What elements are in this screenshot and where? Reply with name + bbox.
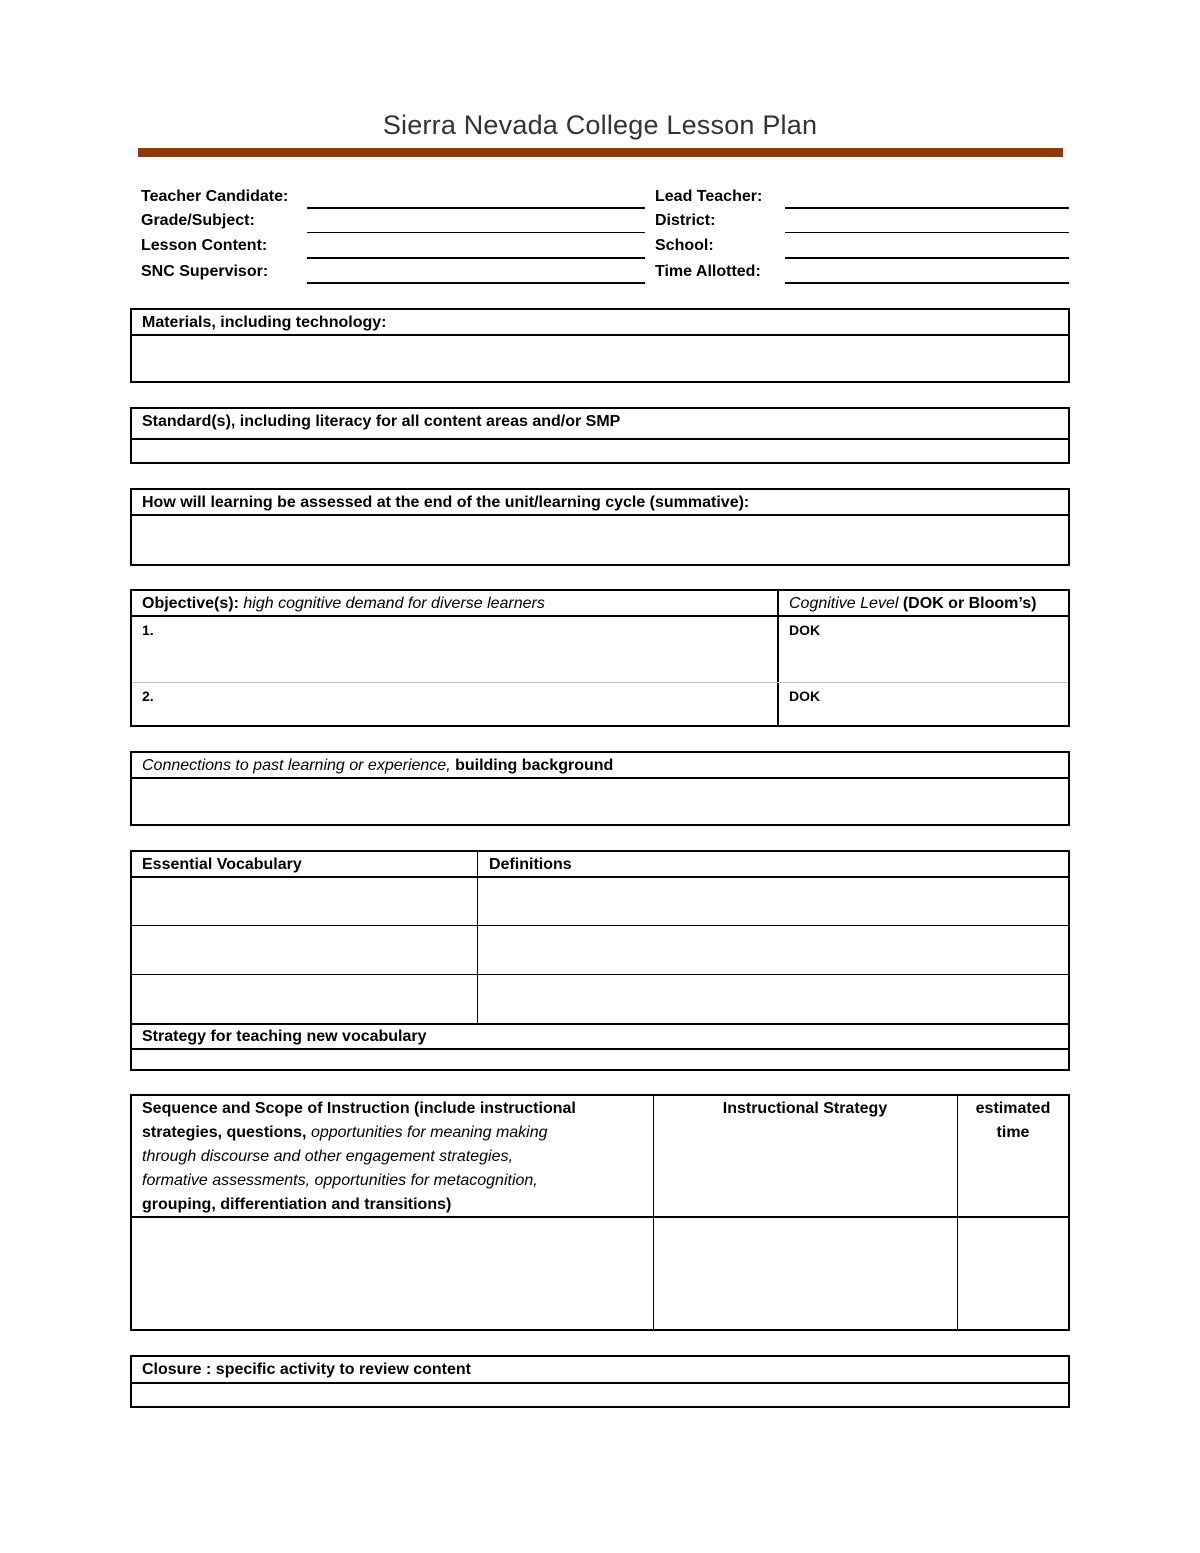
vocab-definition-input[interactable] <box>479 878 1068 924</box>
vocab-term-input[interactable] <box>132 927 476 973</box>
lead-teacher-label: Lead Teacher: <box>655 188 763 205</box>
row-divider <box>132 925 1068 926</box>
connections-label: Connections to past learning or experience, <box>142 757 451 774</box>
vocab-strategy-input[interactable] <box>132 1050 1068 1069</box>
vocab-term-input[interactable] <box>132 976 476 1022</box>
grade-subject-label: Grade/Subject: <box>141 212 255 229</box>
sequence-line-4: formative assessments, opportunities for metacognition, <box>142 1172 538 1189</box>
lesson-content-label: Lesson Content: <box>141 237 268 254</box>
time-allotted-label: Time Allotted: <box>655 263 761 280</box>
district-field[interactable] <box>785 232 1069 233</box>
assessment-section <box>130 488 1070 566</box>
assessment-label: How will learning be assessed at the end of the unit/learning cycle (summative): <box>142 494 750 511</box>
objectives-section <box>130 589 1070 727</box>
sequence-line-2-bold: strategies, questions, <box>142 1124 307 1141</box>
sequence-line-3: through discourse and other engagement strategies, <box>142 1148 513 1165</box>
sequence-line-1: Sequence and Scope of Instruction (include instructional <box>142 1100 576 1117</box>
district-label: District: <box>655 212 716 229</box>
cognitive-level-sublabel: (DOK or Bloom’s) <box>898 595 1037 612</box>
lesson-content-field[interactable] <box>307 257 645 259</box>
school-label: School: <box>655 237 714 254</box>
materials-section <box>130 308 1070 383</box>
closure-input[interactable] <box>132 1384 1068 1406</box>
cognitive-level-header <box>789 592 1036 616</box>
sequence-line-5 <box>142 1193 451 1217</box>
school-field[interactable] <box>785 257 1069 259</box>
estimated-time-header-2: time <box>996 1124 1030 1141</box>
title-divider <box>138 148 1063 157</box>
assessment-input[interactable] <box>132 516 1068 564</box>
connections-header <box>142 754 613 778</box>
instructional-strategy-input[interactable] <box>655 1218 956 1329</box>
column-divider <box>777 591 779 725</box>
objectives-label: Objective(s): <box>142 595 239 612</box>
objective-2-input[interactable] <box>162 684 772 724</box>
standards-input[interactable] <box>132 440 1068 462</box>
snc-supervisor-field[interactable] <box>307 282 645 284</box>
definitions-col-header: Definitions <box>489 856 572 873</box>
sequence-input[interactable] <box>132 1218 652 1329</box>
standards-section <box>130 407 1070 464</box>
teacher-candidate-field[interactable] <box>307 207 645 209</box>
objective-1-number: 1. <box>142 622 154 638</box>
page-title: Sierra Nevada College Lesson Plan <box>382 110 818 140</box>
connections-sublabel: building background <box>450 757 614 774</box>
connections-section <box>130 751 1070 826</box>
objective-2-dok: DOK <box>789 688 821 704</box>
instructional-strategy-header: Instructional Strategy <box>722 1100 888 1117</box>
teacher-candidate-label: Teacher Candidate: <box>141 188 289 205</box>
vocab-definition-input[interactable] <box>479 976 1068 1022</box>
objective-2-number: 2. <box>142 688 154 704</box>
estimated-time-header-1: estimated <box>975 1100 1051 1117</box>
cognitive-level-label: Cognitive Level <box>789 595 899 612</box>
vocabulary-section <box>130 850 1070 1071</box>
objective-1-input[interactable] <box>162 617 772 681</box>
column-divider <box>957 1096 958 1329</box>
sequence-line-5-a: grouping, <box>142 1196 216 1213</box>
vocabulary-col-header: Essential Vocabulary <box>142 856 302 873</box>
lead-teacher-field[interactable] <box>785 207 1069 209</box>
vocab-term-input[interactable] <box>132 878 476 924</box>
grade-subject-field[interactable] <box>307 232 645 233</box>
materials-label: Materials, including technology: <box>142 314 387 331</box>
objective-1-dok: DOK <box>789 622 821 638</box>
snc-supervisor-label: SNC Supervisor: <box>141 263 269 280</box>
row-divider <box>132 974 1068 975</box>
materials-input[interactable] <box>132 336 1068 381</box>
closure-label: Closure : specific activity to review content <box>142 1361 471 1378</box>
sequence-line-5-b: differentiation and transitions) <box>215 1196 452 1213</box>
connections-input[interactable] <box>132 779 1068 824</box>
column-divider <box>477 852 478 1024</box>
sequence-section <box>130 1094 1070 1331</box>
row-divider <box>132 682 1068 683</box>
objectives-sublabel: high cognitive demand for diverse learners <box>238 595 545 612</box>
sequence-line-2 <box>142 1121 548 1145</box>
closure-section <box>130 1355 1070 1408</box>
standards-label: Standard(s), including literacy for all content areas and/or SMP <box>142 413 621 430</box>
time-allotted-field[interactable] <box>785 282 1069 284</box>
vocab-definition-input[interactable] <box>479 927 1068 973</box>
sequence-line-2-italic: opportunities for meaning making <box>306 1124 548 1141</box>
vocab-strategy-label: Strategy for teaching new vocabulary <box>142 1028 427 1045</box>
column-divider <box>653 1096 654 1329</box>
objectives-header <box>142 592 545 616</box>
estimated-time-input[interactable] <box>959 1218 1068 1329</box>
